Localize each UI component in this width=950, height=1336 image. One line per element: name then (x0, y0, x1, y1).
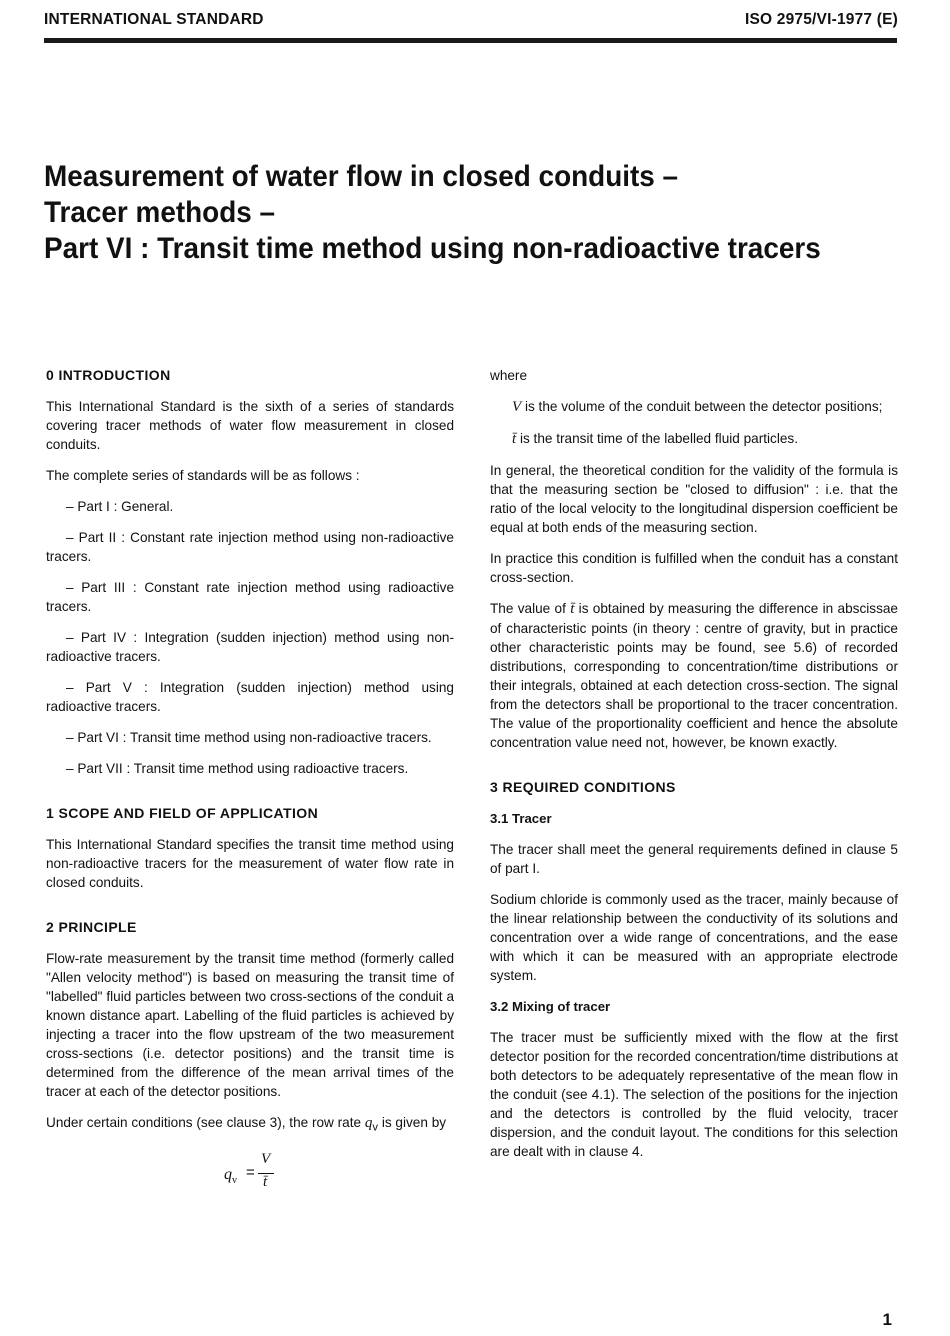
title-line-3: Part VI : Transit time method using non-radioactive tracers (44, 232, 821, 265)
tracer-paragraph-1: The tracer shall meet the general requirements defined in clause 5 of part I. (490, 842, 898, 876)
title-line-2: Tracer methods – (44, 196, 276, 229)
introduction-heading: 0 INTRODUCTION (46, 367, 171, 383)
formula-denominator: t̄ (263, 1173, 268, 1190)
header-document-number: ISO 2975/VI-1977 (E) (744, 11, 898, 28)
volume-definition: V is the volume of the conduit between the detector positions; (512, 399, 883, 415)
series-list-item: – Part VII : Transit time method using radioactive tracers. (66, 761, 409, 776)
scope-heading: 1 SCOPE AND FIELD OF APPLICATION (46, 805, 319, 821)
transit-time-definition: t̄ is the transit time of the labelled fluid particles. (512, 431, 799, 447)
flow-rate-symbol: q (364, 1115, 373, 1131)
mixing-subheading: 3.2 Mixing of tracer (490, 999, 611, 1014)
validity-paragraph: In general, the theoretical condition for the validity of the formula is that the measuring section be "closed to diffusion" : i.e. that the ratio of the local velocity to the longitudinal dispersion coefficient be equal at both ends of the measuring section. (490, 463, 898, 535)
page-number: 1 (882, 1310, 892, 1329)
formula-lhs: $q_v$ (224, 1165, 237, 1186)
tracer-paragraph-2: Sodium chloride is commonly used as the tracer, mainly because of the linear relationship between the conductivity of its solutions and concentration over a wide range of concentrations, and the ease with which it can be measured with an appropriate electrode system. (490, 892, 898, 983)
header-standard-label: INTERNATIONAL STANDARD (44, 11, 264, 28)
right-column (490, 366, 898, 1173)
series-list-item: – Part I : General. (66, 499, 174, 514)
series-intro-paragraph: The complete series of standards will be as follows : (46, 468, 360, 483)
principle-paragraph: Flow-rate measurement by the transit time method (formerly called "Allen velocity method") is based on measuring the transit time of "labelled" fluid particles between two cross-sections of the conduit a known distance apart. Labelling of the fluid particles is achieved by injecting a tracer into the flow upstream of the two measurement cross-sections (i.e. detector positions) and the transit time is determined from the difference of the mean arrival times of the tracer at each of the detector positions. (46, 951, 454, 1099)
series-list-item: – Part VI : Transit time method using non-radioactive tracers. (66, 730, 432, 745)
title-line-1: Measurement of water flow in closed conduits – (44, 160, 679, 193)
formula-numerator: V (261, 1150, 271, 1167)
formula-equals: = (246, 1163, 255, 1181)
series-list-item: – Part V : Integration (sudden injection) method using radioactive tracers. (46, 680, 454, 714)
flow-rate-intro-paragraph: Under certain conditions (see clause 3), the row rate $q_v$ is given by (46, 1115, 447, 1134)
header-rule (44, 38, 897, 43)
practice-paragraph: In practice this condition is fulfilled when the conduit has a constant cross-section. (490, 551, 898, 585)
required-conditions-heading: 3 REQUIRED CONDITIONS (490, 779, 676, 795)
series-list-item: – Part III : Constant rate injection method using radioactive tracers. (46, 580, 454, 614)
mixing-paragraph: The tracer must be sufficiently mixed with the flow at the first detector position for the recorded concentration/time distributions at both detectors to be adequately representative of the mean flow in the conduit (see 4.1). The selection of the positions for the injection and the detectors is controlled by the fluid velocity, tracer dispersion, and the conduit layout. The conditions for this selection are dealt with in clause 4. (490, 1030, 898, 1159)
introduction-paragraph: This International Standard is the sixth of a series of standards covering tracer methods of water flow measurement in closed conduits. (46, 399, 454, 452)
left-column (46, 366, 454, 1202)
principle-heading: 2 PRINCIPLE (46, 919, 137, 935)
transit-time-paragraph: The value of t̄ is obtained by measuring the difference in abscissae of characteristic points (in theory : centre of gravity, but in practice other characteristic points may be found, see 5.6) of recorded distributions, corresponding to concentration/time distributions or their integrals, obtained at each detection cross-section. The signal from the detectors shall be proportional to the tracer concentration. The value of the proportionality coefficient and hence the absolute concentration value need not, however, be known exactly. (490, 601, 898, 750)
document-title (44, 159, 924, 267)
flow-rate-formula (224, 1152, 454, 1202)
where-label: where (490, 368, 528, 383)
series-list-item: – Part II : Constant rate injection method using non-radioactive tracers. (46, 530, 454, 564)
series-list-item: – Part IV : Integration (sudden injection) method using non-radioactive tracers. (46, 630, 454, 664)
scope-paragraph: This International Standard specifies the transit time method using non-radioactive tracers for the measurement of water flow rate in closed conduits. (46, 837, 454, 890)
tracer-subheading: 3.1 Tracer (490, 811, 552, 826)
